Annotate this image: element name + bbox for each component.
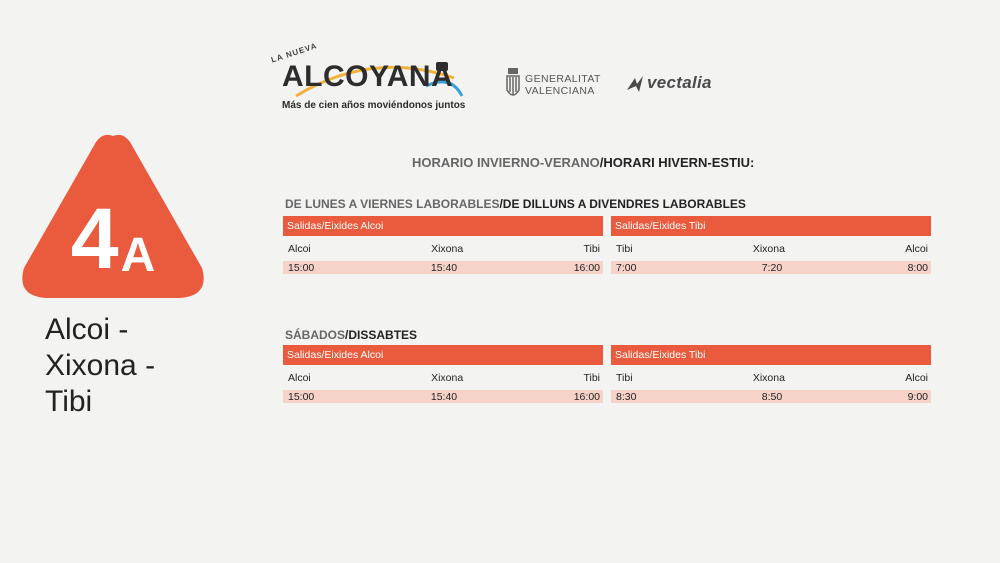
section-title-es: SÁBADOS (285, 328, 346, 342)
departure-time: 15:40 (430, 261, 458, 274)
timetable-header: Salidas/Eixides Tibi (611, 216, 931, 236)
route-name-line: Tibi (45, 385, 93, 418)
stop-name: Alcoi (905, 243, 928, 255)
generalitat-line2: VALENCIANA (525, 85, 595, 97)
route-suffix: A (120, 229, 156, 282)
timetable-header: Salidas/Eixides Alcoi (283, 345, 603, 365)
timetable-saturdays-from-tibi (611, 345, 931, 403)
stop-name: Alcoi (288, 243, 311, 255)
stop-name: Xixona (431, 372, 464, 384)
vectalia-name: vectalia (647, 73, 712, 92)
route-badge (18, 128, 208, 300)
departure-time: 8:00 (907, 261, 928, 274)
alcoyana-tagline: Más de cien años moviéndonos juntos (282, 100, 466, 111)
stop-name: Tibi (583, 372, 600, 384)
schedule-title-sep: / (599, 155, 604, 170)
stop-name: Tibi (583, 243, 600, 255)
section-title-ca: /DE DILLUNS A DIVENDRES LABORABLES (499, 197, 746, 211)
generalitat-logo (505, 66, 615, 106)
timetable-columns (283, 371, 603, 385)
generalitat-line1: GENERALITAT (525, 73, 601, 85)
timetable-row (611, 261, 931, 274)
timetable-header: Salidas/Eixides Tibi (611, 345, 931, 365)
timetable-weekdays-from-tibi (611, 216, 931, 274)
timetable-row (283, 261, 603, 274)
generalitat-crest-icon (505, 66, 521, 104)
departure-time: 15:00 (288, 261, 315, 274)
timetable-weekdays-from-alcoi (283, 216, 603, 274)
departure-time: 16:00 (573, 261, 600, 274)
stop-name: Alcoi (288, 372, 311, 384)
route-name-line: Xixona - (45, 349, 156, 382)
departure-time: 15:40 (430, 390, 458, 403)
section-title-ca: /DISSABTES (345, 328, 418, 342)
stop-name: Alcoi (905, 372, 928, 384)
timetable-row (283, 390, 603, 403)
stop-name: Xixona (431, 243, 464, 255)
stop-name: Xixona (752, 243, 785, 255)
vectalia-mark-icon (625, 74, 645, 94)
departure-time: 8:50 (761, 390, 783, 403)
timetable-columns (611, 371, 931, 385)
departure-time: 7:00 (616, 261, 637, 274)
route-name (45, 312, 155, 420)
alcoyana-prefix: LA NUEVA (270, 41, 319, 65)
route-name-line: Alcoi - (45, 313, 129, 346)
timetable-columns (611, 242, 931, 256)
departure-time: 16:00 (573, 390, 600, 403)
departure-time: 9:00 (907, 390, 928, 403)
section-title-weekdays (285, 197, 746, 211)
schedule-title-ca: HORARI HIVERN-ESTIU: (603, 155, 755, 170)
schedule-title-es: HORARIO INVIERNO-VERANO (412, 155, 600, 170)
section-title-saturdays (285, 328, 417, 342)
timetable-row (611, 390, 931, 403)
stop-name: Tibi (616, 243, 633, 255)
route-code (18, 128, 208, 300)
departure-time: 8:30 (616, 390, 637, 403)
timetable-saturdays-from-alcoi (283, 345, 603, 403)
vectalia-logo (625, 72, 735, 98)
stop-name: Xixona (752, 372, 785, 384)
generalitat-name (525, 73, 601, 97)
timetable-header: Salidas/Eixides Alcoi (283, 216, 603, 236)
timetable-columns (283, 242, 603, 256)
departure-time: 7:20 (761, 261, 783, 274)
alcoyana-logo (268, 41, 468, 116)
stop-name: Tibi (616, 372, 633, 384)
section-title-es: DE LUNES A VIERNES LABORABLES (285, 197, 500, 211)
alcoyana-name: ALCOYANA (282, 60, 454, 93)
schedule-title (412, 155, 754, 170)
route-number: 4 (70, 191, 119, 287)
departure-time: 15:00 (288, 390, 315, 403)
